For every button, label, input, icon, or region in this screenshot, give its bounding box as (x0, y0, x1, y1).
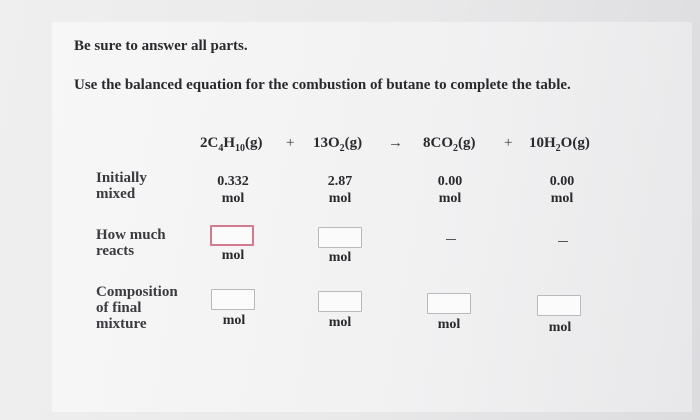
row-label-initial: Initially mixed (96, 170, 147, 202)
reacts-o2-input[interactable] (318, 227, 362, 248)
equation-oxygen: $13O_2(g)$ (313, 135, 363, 154)
question-text: Use the balanced equation for the combustion of butane to complete the table. (74, 77, 571, 93)
unit-label: mol (548, 320, 572, 335)
not-applicable-dash (446, 239, 456, 240)
initial-o2: 2.87 mol (327, 174, 353, 206)
final-h2o-input[interactable] (537, 295, 581, 316)
row-label-reacts: How much reacts (96, 227, 166, 259)
instruction-text: Be sure to answer all parts. (74, 38, 248, 54)
unit-label: mol (222, 313, 246, 328)
unit-label: mol (328, 315, 352, 330)
equation-butane: $2C_4H_{10}(g)$ (200, 135, 263, 154)
equation-plus: + (504, 135, 513, 151)
final-c4h10-input[interactable] (211, 289, 255, 310)
equation-co2: $8CO_2(g)$ (423, 135, 476, 154)
initial-co2: 0.00 mol (437, 174, 463, 206)
equation-water: $10H_2O(g)$ (529, 135, 590, 154)
unit-label: mol (221, 248, 245, 263)
final-co2-input[interactable] (427, 293, 471, 314)
not-applicable-dash (558, 241, 568, 242)
reacts-c4h10-input[interactable] (210, 225, 254, 246)
final-o2-input[interactable] (318, 291, 362, 312)
initial-c4h10: 0.332 mol (217, 174, 249, 206)
unit-label: mol (328, 250, 352, 265)
equation-arrow: → (388, 135, 403, 151)
row-label-final: Composition of final mixture (96, 284, 178, 332)
equation-plus: + (286, 135, 295, 151)
initial-h2o: 0.00 mol (549, 174, 575, 206)
unit-label: mol (437, 317, 461, 332)
